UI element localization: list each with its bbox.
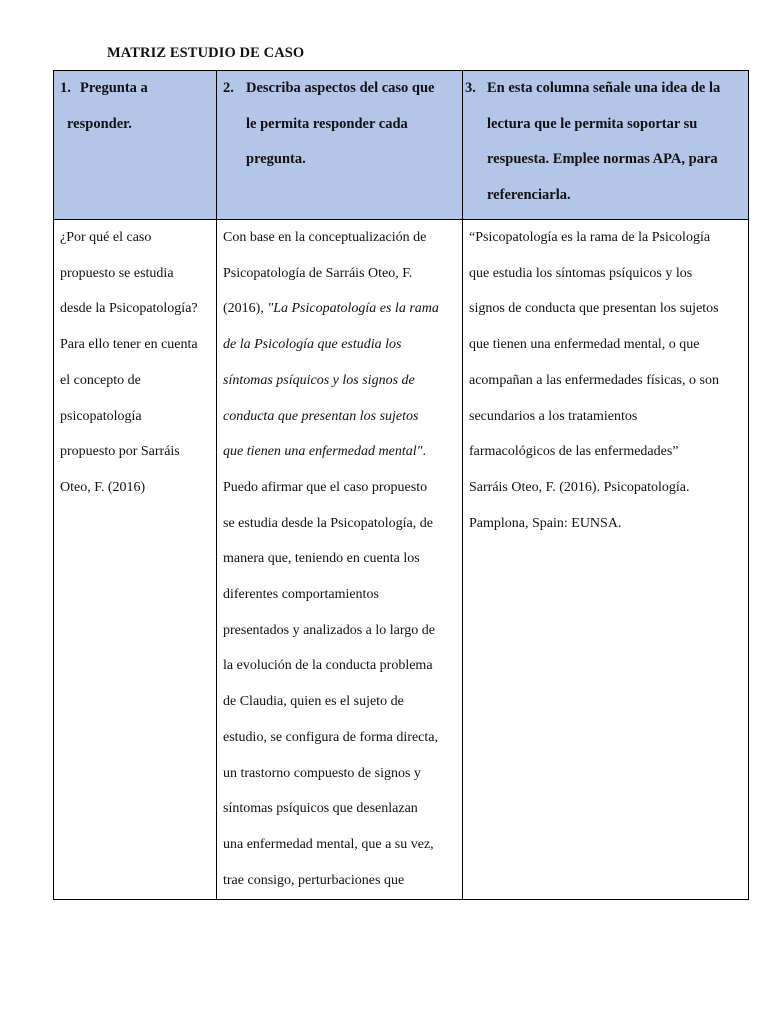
aspects-quote-end: que tienen una enfermedad mental" <box>223 444 423 460</box>
aspects-line: Puedo afirmar que el caso propuesto <box>223 479 428 495</box>
header-line: Describa aspectos del caso que <box>246 80 435 96</box>
reference-line: secundarios a los tratamientos <box>469 408 638 424</box>
aspects-line: se estudia desde la Psicopatología, de <box>223 515 433 531</box>
question-cell <box>54 220 217 900</box>
reference-citation: Pamplona, Spain: EUNSA. <box>469 515 622 531</box>
aspects-line <box>223 291 462 327</box>
question-line: Oteo, F. (2016) <box>60 479 146 495</box>
aspects-cell <box>217 220 463 900</box>
aspects-line: trae consigo, perturbaciones que <box>223 872 405 888</box>
reference-cell <box>463 220 749 900</box>
document-title: MATRIZ ESTUDIO DE CASO <box>107 45 305 61</box>
aspects-quote-text: síntomas psíquicos y los signos de <box>223 372 415 388</box>
aspects-line: de Claudia, quien es el sujeto de <box>223 694 404 710</box>
question-line: desde la Psicopatología? <box>60 301 198 317</box>
question-line: ¿Por qué el caso <box>60 230 152 245</box>
header-line: lectura que le permita soportar su <box>487 115 698 132</box>
header-number: 3. <box>465 80 476 96</box>
header-line: Pregunta a <box>80 80 148 96</box>
aspects-quote-line <box>223 434 462 470</box>
aspects-line: una enfermedad mental, que a su vez, <box>223 836 434 852</box>
header-number: 1. <box>60 80 71 96</box>
header-cell-aspects <box>217 71 463 220</box>
aspects-quote-text: conducta que presentan los sujetos <box>223 408 419 424</box>
header-cell-question <box>54 71 217 220</box>
reference-line: acompañan a las enfermedades físicas, o son <box>469 372 719 388</box>
header-line: referenciarla. <box>487 186 571 203</box>
aspects-quote-line <box>223 327 462 363</box>
aspects-line: estudio, se configura de forma directa, <box>223 729 438 745</box>
question-line: el concepto de <box>60 372 141 388</box>
header-line: respuesta. Emplee normas APA, para <box>487 151 718 167</box>
aspects-citation-year: (2016), <box>223 301 268 317</box>
aspects-quote-text: de la Psicología que estudia los <box>223 337 402 353</box>
aspects-line: presentados y analizados a lo largo de <box>223 622 436 638</box>
reference-line: “Psicopatología es la rama de la Psicología <box>469 230 711 245</box>
reference-line: que estudia los síntomas psíquicos y los <box>469 265 693 281</box>
aspects-line: Psicopatología de Sarráis Oteo, F. <box>223 265 413 281</box>
header-cell-reference <box>463 71 749 220</box>
header-line: pregunta. <box>246 151 306 167</box>
reference-line: que tienen una enfermedad mental, o que <box>469 337 700 353</box>
aspects-period: . <box>422 444 426 460</box>
reference-citation: Sarráis Oteo, F. (2016). Psicopatología. <box>469 479 690 495</box>
question-line: Para ello tener en cuenta <box>60 337 198 353</box>
aspects-quote-line <box>223 399 462 435</box>
reference-line: farmacológicos de las enfermedades” <box>469 444 679 460</box>
header-line: le permita responder cada <box>246 115 408 132</box>
case-study-matrix <box>53 70 749 900</box>
question-line: propuesto se estudia <box>60 265 174 281</box>
aspects-line: manera que, teniendo en cuenta los <box>223 551 420 567</box>
aspects-quote-line <box>223 363 462 399</box>
aspects-quote-start: "La Psicopatología es la rama <box>267 301 439 317</box>
header-line: En esta columna señale una idea de la <box>487 80 721 96</box>
matrix-body-row <box>54 220 749 900</box>
reference-line: signos de conducta que presentan los sujetos <box>469 301 719 317</box>
header-number: 2. <box>223 80 234 96</box>
matrix-header-row <box>54 71 749 220</box>
aspects-line: un trastorno compuesto de signos y <box>223 765 421 781</box>
aspects-line: diferentes comportamientos <box>223 587 379 603</box>
aspects-line: síntomas psíquicos que desenlazan <box>223 801 418 817</box>
aspects-line: Con base en la conceptualización de <box>223 230 427 245</box>
aspects-line: la evolución de la conducta problema <box>223 658 433 674</box>
question-line: propuesto por Sarráis <box>60 444 180 460</box>
question-line: psicopatología <box>60 408 142 424</box>
header-line: responder. <box>67 115 132 132</box>
